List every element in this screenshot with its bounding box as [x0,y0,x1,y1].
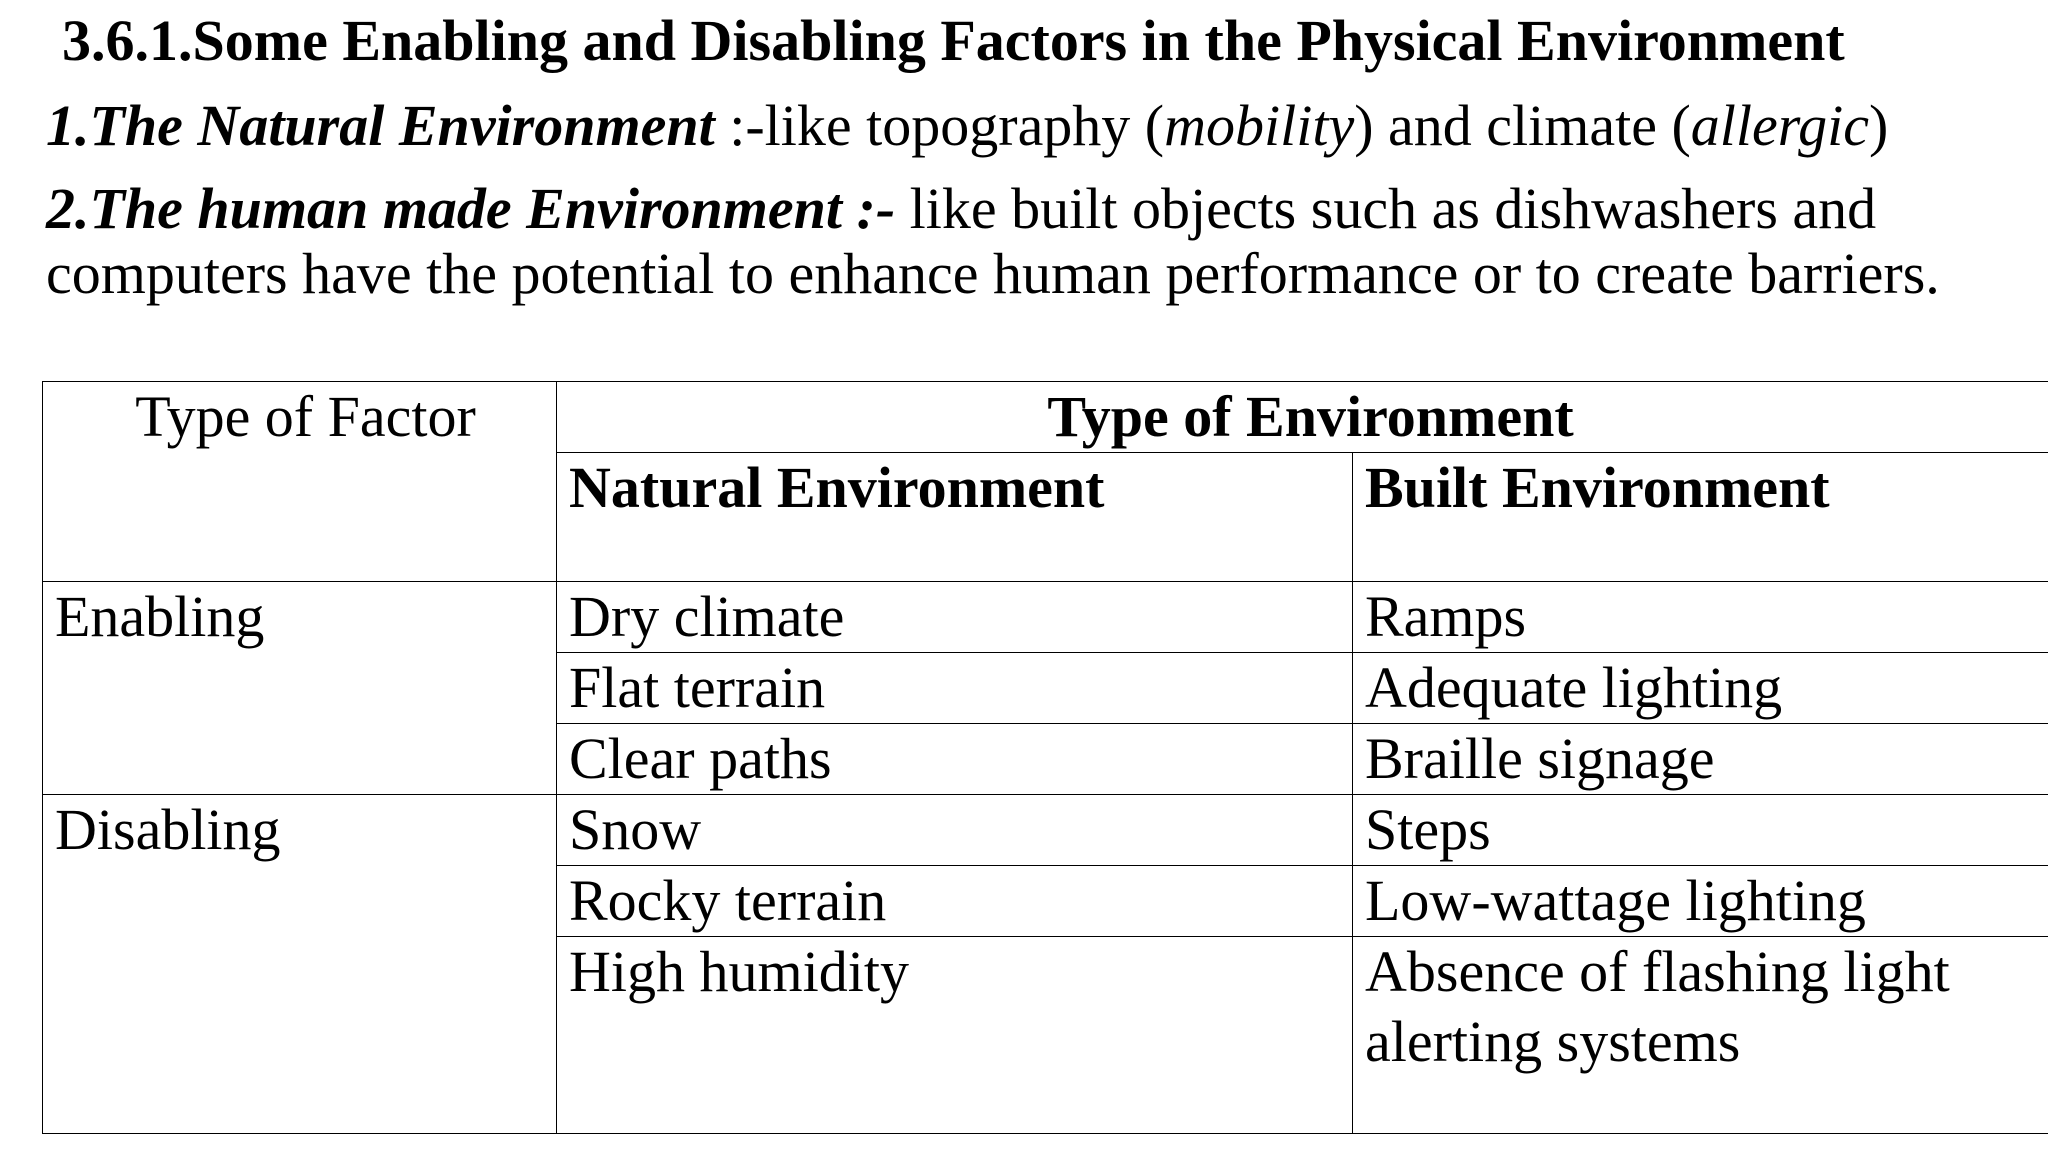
natural-environment-header: Natural Environment [557,453,1353,582]
built-environment-header: Built Environment [1353,453,2048,582]
natural-text-c: ) [1869,93,1889,158]
built-cell: Low-wattage lighting [1353,866,2048,937]
allergic-term: allergic [1690,93,1870,158]
disabling-factor-label: Disabling [43,795,557,1134]
type-of-factor-header: Type of Factor [43,382,557,582]
human-made-environment-label: 2.The human made Environment :- [46,176,896,241]
human-made-environment-paragraph [46,176,2026,306]
built-cell: Ramps [1353,582,2048,653]
natural-cell: Flat terrain [557,653,1353,724]
built-cell: Absence of flashing light alerting systems [1353,937,2048,1134]
type-of-environment-header: Type of Environment [557,382,2048,453]
natural-cell: Clear paths [557,724,1353,795]
natural-cell: Snow [557,795,1353,866]
natural-text-b: ) and climate ( [1354,93,1691,158]
table-row [43,582,2048,653]
natural-cell: High humidity [557,937,1353,1134]
table-row [43,795,2048,866]
mobility-term: mobility [1164,93,1355,158]
built-cell: Braille signage [1353,724,2048,795]
built-cell: Steps [1353,795,2048,866]
natural-environment-label: 1.The Natural Environment [46,93,715,158]
built-cell: Adequate lighting [1353,653,2048,724]
table-header-row [43,382,2048,453]
natural-environment-paragraph [46,91,1888,161]
natural-cell: Dry climate [557,582,1353,653]
natural-text-a: :-like topography ( [714,93,1165,158]
natural-cell: Rocky terrain [557,866,1353,937]
enabling-factor-label: Enabling [43,582,557,795]
section-heading: 3.6.1.Some Enabling and Disabling Factors in the Physical Environment [62,8,1845,73]
factors-table [42,381,2048,1134]
human-made-text: like built objects such as dishwashers and computers have the potential to enhance human performance or to create barriers. [46,176,1940,306]
